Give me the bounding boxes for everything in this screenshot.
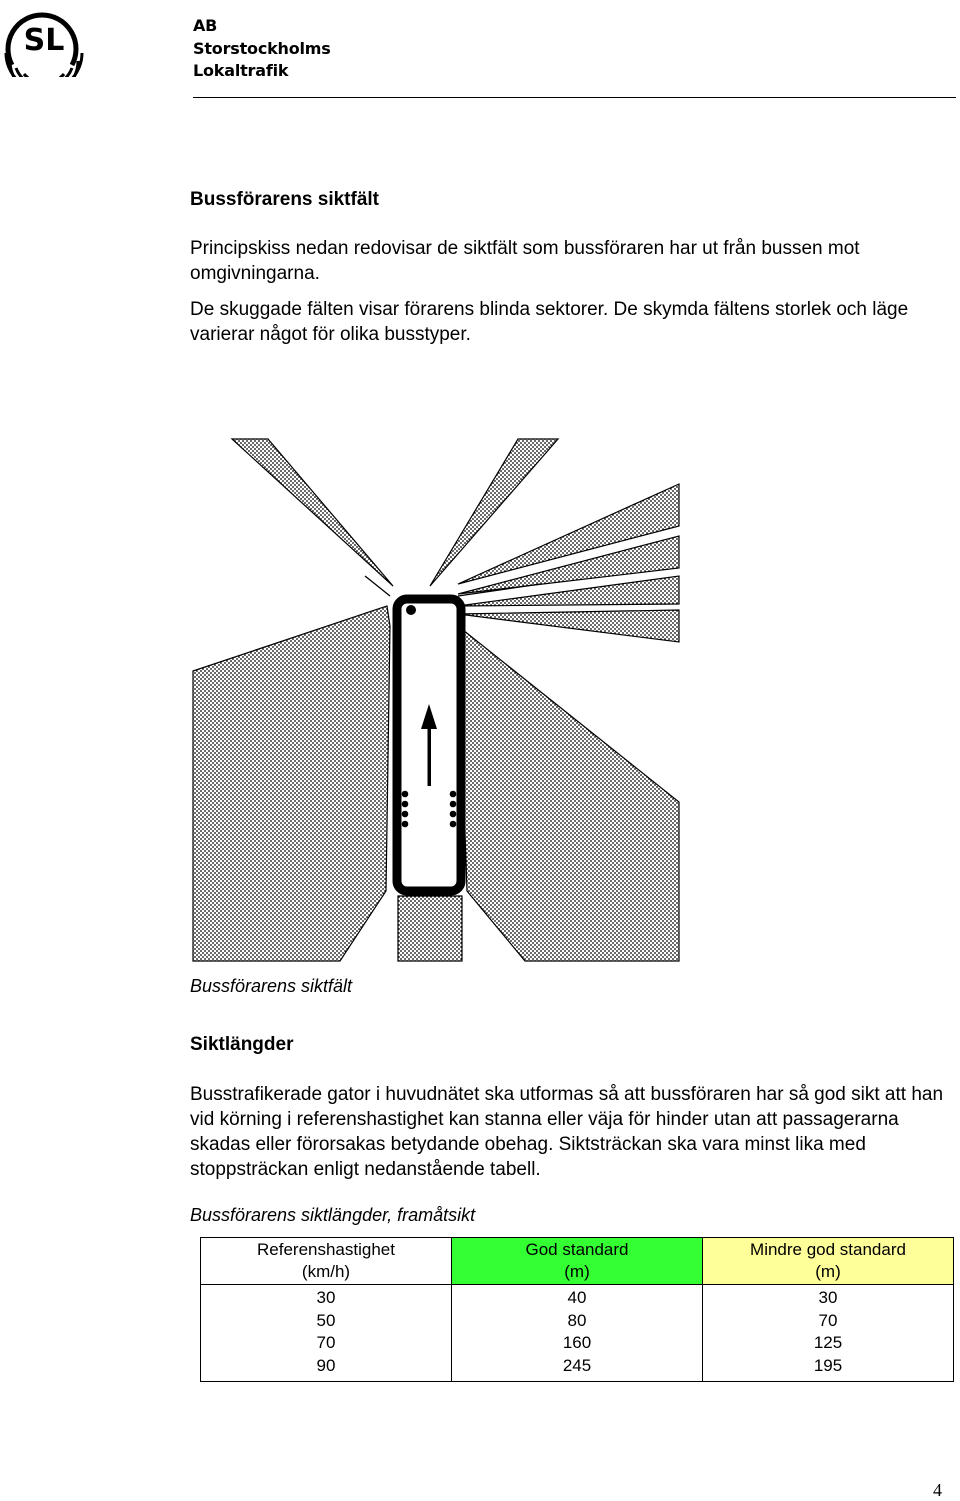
sight-length-table [200,1237,954,1382]
company-name-line: Lokaltrafik [193,61,289,80]
blind-sector-center-top [430,439,558,586]
sight-lengths-paragraph: Busstrafikerade gator i huvudnätet ska utformas så att bussföraren har så god sikt att han vid körning i referenshastighet kan stanna eller väja för hinder utan att passagerarna skadas eller förorsakas betydande obehag. Siktsträckan ska vara minst lika med stoppsträckan enligt nedanstående tabell. [190,1084,944,1180]
shaded-fields-paragraph: De skuggade fälten visar förarens blinda sektorer. De skymda fältens storlek och läge varierar något för olika busstyper. [190,299,909,345]
figure-caption: Bussförarens siktfält [190,976,353,996]
company-name-line: Storstockholms [193,39,331,58]
header-lesser-standard: Mindre god standard (m) [703,1238,954,1285]
blind-sector-left-side [193,606,390,961]
lesser-standard-values: 30 70 125 195 [703,1285,954,1382]
table-header-row [201,1238,954,1285]
blind-sector-left-top [232,439,393,586]
good-standard-values: 40 80 160 245 [452,1285,703,1382]
reference-speed-values: 30 50 70 90 [201,1285,452,1382]
svg-text:SL: SL [23,23,65,58]
table-row [201,1285,954,1382]
table-caption: Bussförarens siktlängder, framåtsikt [190,1205,476,1225]
blind-sector-right-side [458,626,679,961]
blind-sector-rear [398,896,462,961]
header-divider [193,97,956,98]
company-name-line: AB [193,16,218,35]
header-good-standard: God standard (m) [452,1238,703,1285]
section-heading-sight-field: Bussförarens siktfält [190,189,380,210]
section-heading-sight-lengths: Siktlängder [190,1034,294,1055]
sl-logo [2,5,86,77]
page-number: 4 [933,1480,942,1500]
driver-mark [406,605,416,615]
header-reference-speed: Referenshastighet (km/h) [201,1238,452,1285]
blind-sector-right-4 [458,610,679,642]
bus-sight-field-diagram [190,436,685,963]
intro-paragraph: Principskiss nedan redovisar de siktfält som bussföraren har ut från bussen mot omgivningarna. [190,238,860,284]
